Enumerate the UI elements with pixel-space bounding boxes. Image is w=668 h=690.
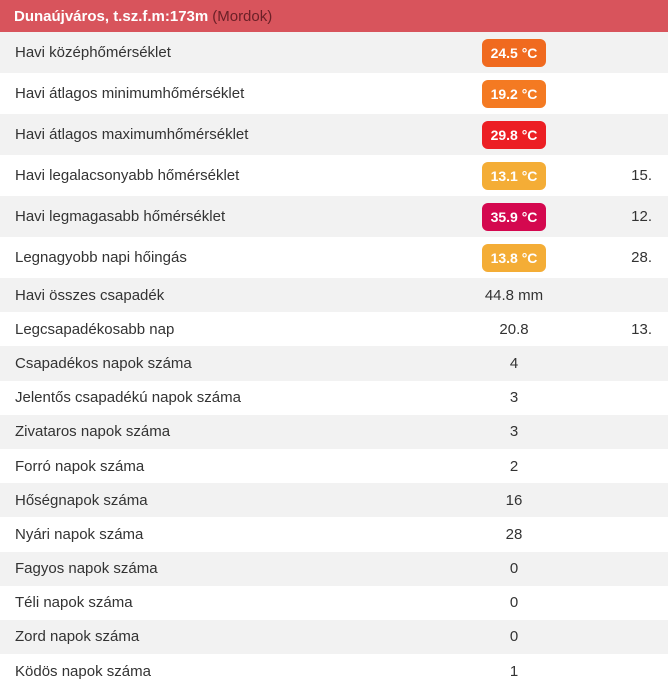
stat-row bbox=[0, 73, 668, 114]
stat-value: 28 bbox=[505, 525, 523, 543]
stat-label: Havi összes csapadék bbox=[15, 286, 165, 304]
stat-row bbox=[0, 586, 668, 620]
stat-value-cell bbox=[434, 80, 594, 108]
stat-row bbox=[0, 449, 668, 483]
stat-label: Jelentős csapadékú napok száma bbox=[15, 389, 241, 407]
stat-label: Téli napok száma bbox=[15, 594, 133, 612]
stat-label: Legnagyobb napi hőingás bbox=[15, 249, 187, 266]
stat-label: Havi középhőmérséklet bbox=[15, 44, 171, 61]
stat-label: Legcsapadékosabb nap bbox=[15, 320, 175, 338]
stat-value-cell bbox=[434, 389, 594, 406]
stat-row bbox=[0, 620, 668, 654]
stat-value: 3 bbox=[509, 389, 519, 407]
station-name: Dunaújváros, t.sz.f.m:173m bbox=[14, 7, 209, 25]
stat-label: Csapadékos napok száma bbox=[15, 354, 192, 372]
temperature-badge: 13.8 °C bbox=[482, 244, 546, 272]
stat-row bbox=[0, 32, 668, 73]
stat-day: 12. bbox=[631, 208, 652, 225]
stat-value-cell bbox=[434, 560, 594, 577]
stat-value: 0 bbox=[509, 628, 519, 646]
stat-value-cell bbox=[434, 39, 594, 67]
temperature-badge: 13.1 °C bbox=[482, 162, 546, 190]
stat-row bbox=[0, 552, 668, 586]
temperature-badge: 19.2 °C bbox=[482, 80, 546, 108]
stat-value: 2 bbox=[509, 457, 519, 475]
stat-value-cell bbox=[434, 162, 594, 190]
stat-label: Nyári napok száma bbox=[15, 525, 144, 543]
stat-label: Havi legmagasabb hőmérséklet bbox=[15, 208, 226, 225]
stat-label: Ködös napok száma bbox=[15, 662, 151, 680]
stat-value: 20.8 bbox=[499, 320, 529, 338]
stat-value: 16 bbox=[505, 491, 523, 509]
monthly-stats-table bbox=[0, 32, 668, 688]
stat-label: Zivataros napok száma bbox=[15, 423, 171, 441]
stat-value-cell bbox=[434, 492, 594, 509]
stat-row bbox=[0, 155, 668, 196]
temperature-badge: 29.8 °C bbox=[482, 121, 546, 149]
stat-row bbox=[0, 415, 668, 449]
stat-row bbox=[0, 517, 668, 551]
stat-row bbox=[0, 483, 668, 517]
stat-value-cell bbox=[434, 423, 594, 440]
stat-row bbox=[0, 196, 668, 237]
stat-value-cell bbox=[434, 244, 594, 272]
stat-value-cell bbox=[434, 526, 594, 543]
stat-label: Havi átlagos maximumhőmérséklet bbox=[15, 126, 249, 143]
stat-value: 44.8 mm bbox=[484, 286, 544, 304]
stat-label: Zord napok száma bbox=[15, 628, 140, 646]
stat-value-cell bbox=[434, 458, 594, 475]
stat-label: Fagyos napok száma bbox=[15, 560, 158, 578]
stat-row bbox=[0, 654, 668, 688]
stat-value-cell bbox=[434, 594, 594, 611]
stat-row bbox=[0, 114, 668, 155]
stat-row bbox=[0, 381, 668, 415]
stat-row bbox=[0, 312, 668, 346]
stat-value: 4 bbox=[509, 354, 519, 372]
stat-label: Forró napok száma bbox=[15, 457, 145, 475]
stat-value: 0 bbox=[509, 560, 519, 578]
stat-value-cell bbox=[434, 355, 594, 372]
stat-value-cell bbox=[434, 663, 594, 680]
stat-label: Hőségnapok száma bbox=[15, 491, 148, 509]
stat-value: 3 bbox=[509, 423, 519, 441]
station-district: (Mordok) bbox=[212, 7, 273, 25]
stat-day: 28. bbox=[631, 249, 652, 266]
stat-value: 0 bbox=[509, 594, 519, 612]
stat-value-cell bbox=[434, 203, 594, 231]
stat-row bbox=[0, 237, 668, 278]
stat-value-cell bbox=[434, 321, 594, 338]
stat-row bbox=[0, 346, 668, 380]
stat-row bbox=[0, 278, 668, 312]
temperature-badge: 35.9 °C bbox=[482, 203, 546, 231]
stat-value-cell bbox=[434, 121, 594, 149]
station-header bbox=[0, 0, 668, 32]
stat-value-cell bbox=[434, 628, 594, 645]
stat-day: 13. bbox=[631, 320, 652, 338]
stat-value: 1 bbox=[509, 662, 519, 680]
stat-label: Havi átlagos minimumhőmérséklet bbox=[15, 85, 245, 102]
temperature-badge: 24.5 °C bbox=[482, 39, 546, 67]
stat-day: 15. bbox=[631, 167, 652, 184]
stat-value-cell bbox=[434, 287, 594, 304]
stat-label: Havi legalacsonyabb hőmérséklet bbox=[15, 167, 240, 184]
